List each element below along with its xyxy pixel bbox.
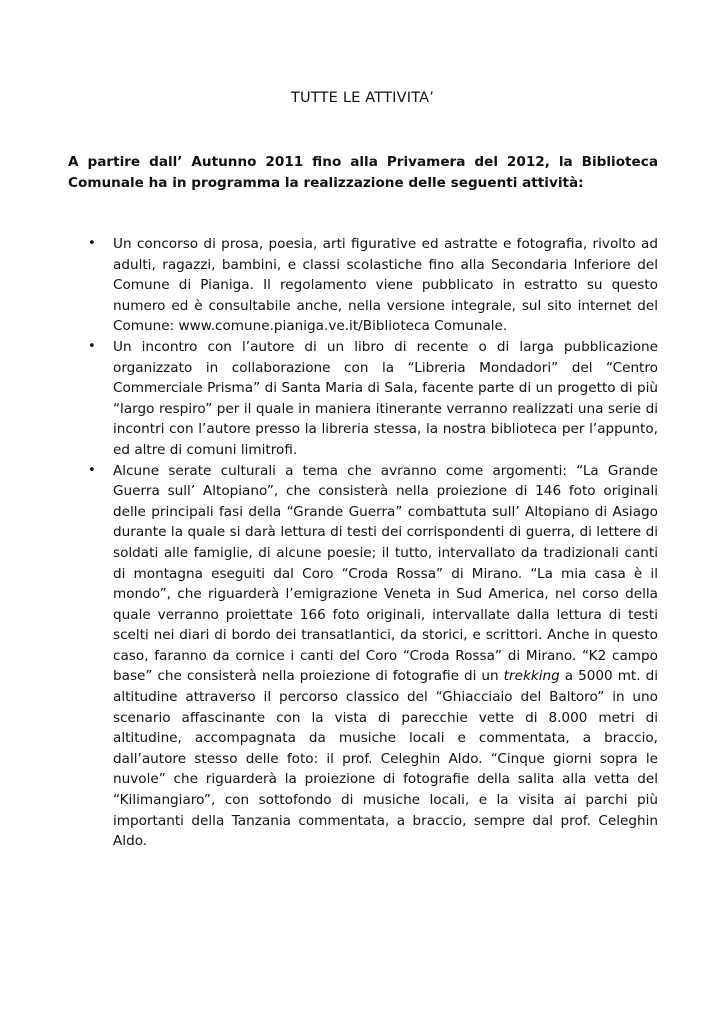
activity-text-emphasis: trekking <box>503 668 560 685</box>
activity-text-part: Alcune serate culturali a tema che avranno come argomenti: “La Grande Guerra sull’ Altopiano”, che consisterà nella proiezione di 146 foto originali delle principali fasi della “Grande Guerra” combattuta sull’ Altopiano di Asiago durante la quale si darà lettura di testi dei corrispondenti di guerra, di lettere di soldati alle famiglie, di alcune poesie; il tutto, intervallato da tradizionali canti di montagna eseguiti dal Coro “Croda Rossa” di Mirano. “La mia casa è il mondo”, che riguarderà l’emigrazione Veneta in Sud America, nel corso della quale verranno proiettate 166 foto originali, intervallate dalla lettura di testi scelti nei diari di bordo dei transatlantici, da storici, e scrittori. Anche in questo caso, faranno da cornice i canti del Coro “Croda Rossa” di Mirano. “K2 campo base” che consisterà nella proiezione di fotografie di un <box>113 462 658 685</box>
activity-text: Un incontro con l’autore di un libro di recente o di larga pubblicazione organizzato in collaborazione con la “Libreria Mondadori” del “Centro Commerciale Prisma” di Santa Maria di Sala, facente parte di un progetto di più “largo respiro” per il quale in maniera itinerante verranno realizzati una serie di incontri con l’autore presso la libreria stessa, la nostra biblioteca per l’appunto, ed altre di comuni limitrofi. <box>113 338 658 458</box>
list-item <box>68 234 658 337</box>
intro-paragraph: A partire dall’ Autunno 2011 fino alla Privamera del 2012, la Biblioteca Comunale ha in programma la realizzazione delle seguenti attività: <box>68 154 658 191</box>
activities-list <box>68 234 658 852</box>
bullet-icon: • <box>88 236 96 251</box>
activity-text: Un concorso di prosa, poesia, arti figurative ed astratte e fotografia, rivolto ad adulti, ragazzi, bambini, e classi scolastiche fino alla Secondaria Inferiore del Comune di Pianiga. Il regolamento viene pubblicato in estratto su questo numero ed è consultabile anche, nella versione integrale, sul sito internet del Comune: www.comune.pianiga.ve.it/Biblioteca Comunale. <box>113 236 658 335</box>
list-item <box>68 461 658 852</box>
list-item <box>68 337 658 461</box>
bullet-icon: • <box>88 462 96 478</box>
page-title: TUTTE LE ATTIVITA’ <box>290 90 435 106</box>
activity-text-part: a 5000 mt. di altitudine attraverso il percorso classico del “Ghiacciaio del Baltoro” in uno scenario affascinante con la vista di parecchie vette di 8.000 metri di altitudine, accompagnata da musiche locali e commentata, a braccio, dall’autore stesso delle foto: il prof. Celeghin Aldo. “Cinque giorni sopra le nuvole” che riguarderà la proiezione di fotografie della salita alla vetta del “Kilimangiaro”, con sottofondo di musiche locali, e la visita ai parchi più importanti della Tanzania commentata, a braccio, sempre dal prof. Celeghin Aldo. <box>113 668 658 850</box>
bullet-icon: • <box>88 338 96 354</box>
